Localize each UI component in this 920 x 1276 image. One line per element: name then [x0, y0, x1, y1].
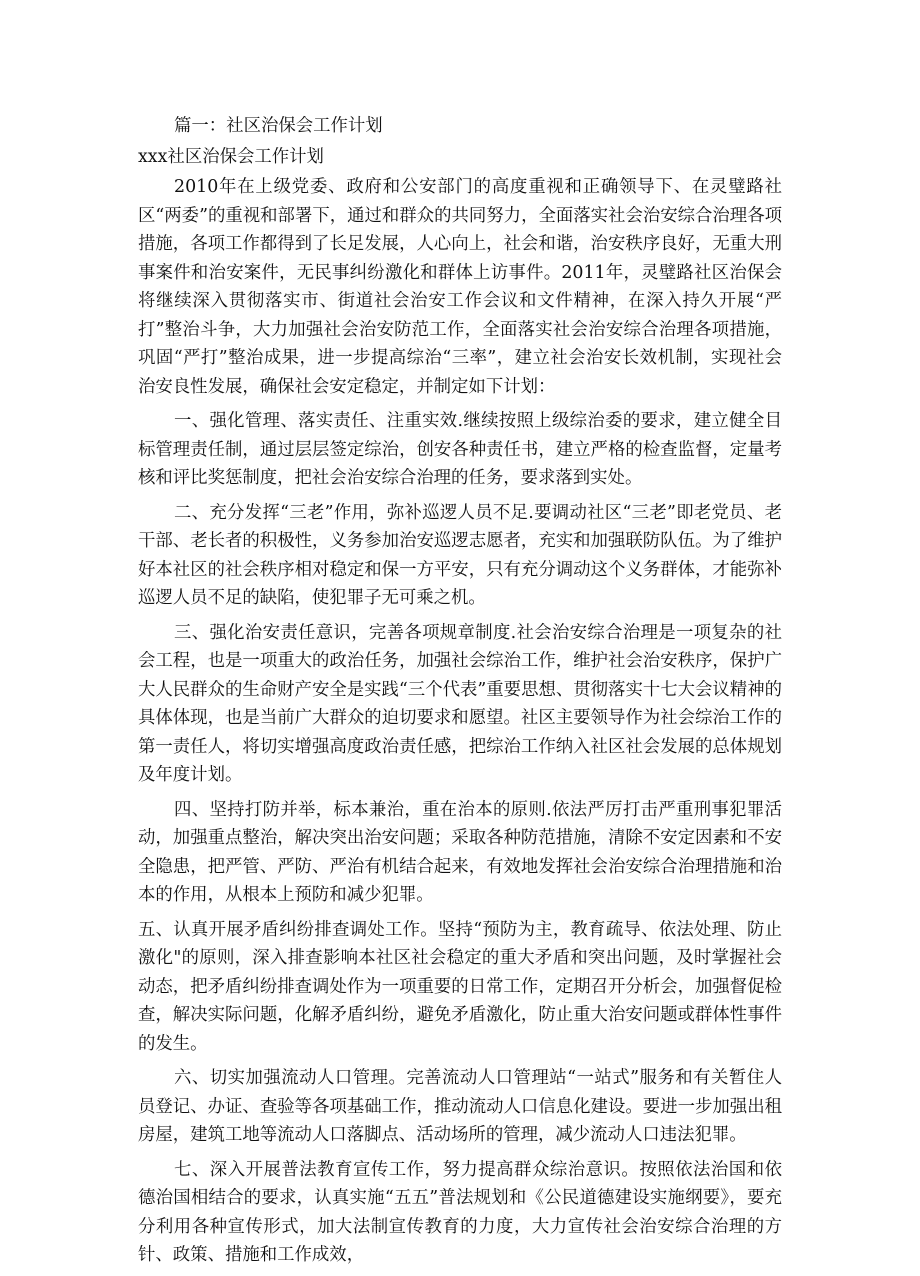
paragraph-intro: 2010年在上级党委、政府和公安部门的高度重视和正确领导下、在灵璧路社区“两委”的重视和部署下，通过和群众的共同努力，全面落实社会治安综合治理各项措施，各项工作都得到了长足发展，人心向上，社会和谐，治安秩序良好，无重大刑事案件和治安案件，无民事纠纷激化和群体上访事件。2011年，灵璧路社区治保会将继续深入贯彻落实市、街道社会治安工作会议和文件精神，在深入持久开展“严打”整治斗争，大力加强社会治安防范工作，全面落实社会治安综合治理各项措施，巩固“严打”整治成果，进一步提高综治“三率”，建立社会治安长效机制，实现社会治安良性发展，确保社会安定稳定，并制定如下计划：	[138, 177, 782, 397]
paragraph-item-1: 一、强化管理、落实责任、注重实效.继续按照上级综治委的要求，建立健全目标管理责任制，通过层层签定综治，创安各种责任书，建立严格的检查监督，定量考核和评比奖惩制度，把社会治安综合治理的任务，要求落到实处。	[138, 411, 782, 488]
document-body	[138, 112, 782, 1276]
paragraph-item-3: 三、强化治安责任意识，完善各项规章制度.社会治安综合治理是一项复杂的社会工程，也是一项重大的政治任务，加强社会综治工作，维护社会治安秩序，保护广大人民群众的生命财产安全是实践“三个代表”重要思想、贯彻落实十七大会议精神的具体体现，也是当前广大群众的迫切要求和愿望。社区主要领导作为社会综治工作的第一责任人，将切实增强高度政治责任感，把综治工作纳入社区社会发展的总体规划及年度计划。	[138, 622, 782, 785]
paragraph-item-5: 五、认真开展矛盾纠纷排查调处工作。坚持“预防为主，教育疏导、依法处理、防止激化"的原则，深入排查影响本社区社会稳定的重大矛盾和突出问题，及时掌握社会动态，把矛盾纠纷排查调处作为一项重要的日常工作，定期召开分析会，加强督促检查，解决实际问题，化解矛盾纠纷，避免矛盾激化，防止重大治安问题或群体性事件的发生。	[138, 919, 782, 1054]
paragraph-item-2: 二、充分发挥“三老”作用，弥补巡逻人员不足.要调动社区“三老”即老党员、老干部、老长者的积极性，义务参加治安巡逻志愿者，充实和加强联防队伍。为了维护好本社区的社会秩序相对稳定和保一方平安，只有充分调动这个义务群体，才能弥补巡逻人员不足的缺陷，使犯罪子无可乘之机。	[138, 502, 782, 608]
document-subtitle: xxx社区治保会工作计划	[138, 146, 324, 167]
paragraph-item-4: 四、坚持打防并举，标本兼治，重在治本的原则.依法严厉打击严重刑事犯罪活动，加强重点整治，解决突出治安问题；采取各种防范措施，清除不安定因素和不安全隐患，把严管、严防、严治有机结合起来，有效地发挥社会治安综合治理措施和治本的作用，从根本上预防和减少犯罪。	[138, 799, 782, 905]
paragraph-item-7: 七、深入开展普法教育宣传工作，努力提高群众综治意识。按照依法治国和依德治国相结合的要求，认真实施“五五”普法规划和《公民道德建设实施纲要》，要充分利用各种宣传形式，加大法制宣传教育的力度，大力宣传社会治安综合治理的方针、政策、措施和工作成效，	[138, 1159, 782, 1265]
document-heading: 篇一：社区治保会工作计划	[174, 116, 383, 136]
paragraph-item-6: 六、切实加强流动人口管理。完善流动人口管理站“一站式”服务和有关暂住人员登记、办证、查验等各项基础工作，推动流动人口信息化建设。要进一步加强出租房屋，建筑工地等流动人口落脚点、活动场所的管理，减少流动人口违法犯罪。	[138, 1068, 782, 1145]
